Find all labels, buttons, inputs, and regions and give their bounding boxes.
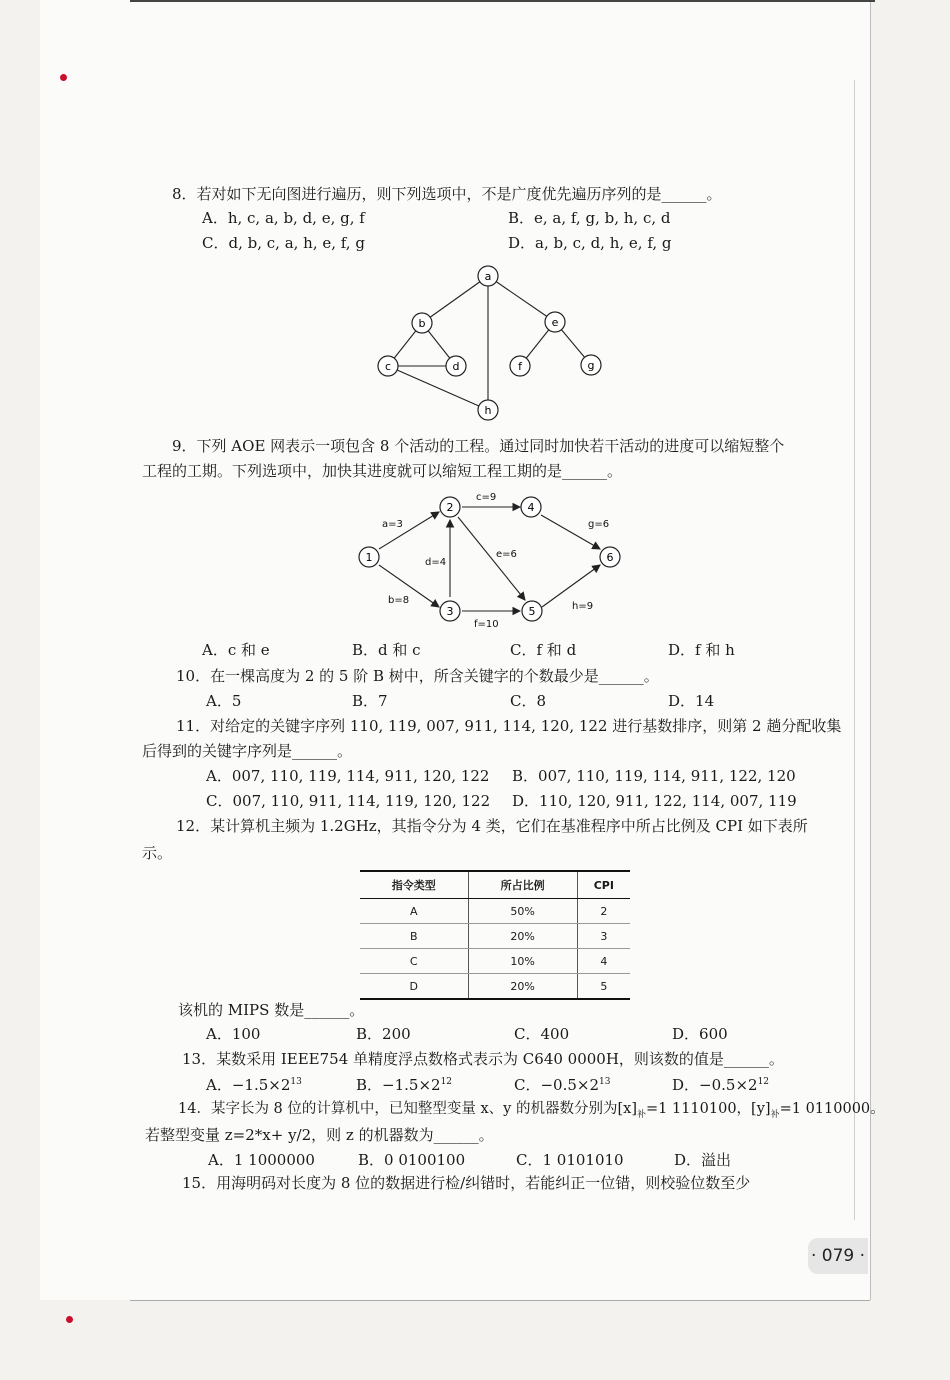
cell-ratio: 20% (468, 924, 577, 949)
node-d (446, 356, 466, 376)
stem-part: =1 1110100，[y] (646, 1101, 771, 1117)
q12-option-c: C．400 (514, 1025, 570, 1043)
q10-option-c: C．8 (510, 692, 547, 710)
node-5 (522, 601, 542, 621)
q14-stem-line1 (178, 1099, 885, 1125)
cell-cpi: 3 (577, 924, 630, 949)
node-f (510, 356, 530, 376)
q11-stem-line2: 后得到的关键字序列是______。 (142, 742, 353, 760)
q13-option-d (672, 1075, 769, 1095)
edge-1-2 (379, 512, 439, 549)
edge-c-h (388, 366, 488, 410)
node-3 (440, 601, 460, 621)
label-b: b=8 (388, 595, 410, 606)
label-c: c=9 (476, 492, 497, 503)
svg-text:6: 6 (606, 551, 614, 564)
label-f: f=10 (474, 619, 499, 630)
cell-cpi: 4 (577, 949, 630, 974)
label-g: g=6 (588, 519, 610, 530)
exponent: 12 (757, 1077, 770, 1087)
edge-a-b (422, 276, 488, 323)
option-value: C．−0.5×2 (514, 1076, 600, 1094)
header-ratio: 所占比例 (468, 871, 577, 899)
node-e (545, 312, 565, 332)
q8-undirected-graph (360, 258, 620, 428)
q9-option-b: B．d 和 c (352, 641, 421, 659)
header-type: 指令类型 (360, 871, 468, 899)
page-number: · 079 · (808, 1238, 868, 1274)
node-g (581, 355, 601, 375)
q13-option-c (514, 1075, 610, 1095)
node-2 (440, 497, 460, 517)
q9-option-c: C．f 和 d (510, 641, 577, 659)
q9-stem-line1: 9．下列 AOE 网表示一项包含 8 个活动的工程。通过同时加快若干活动的进度可以缩短整个 (172, 437, 785, 455)
q10-option-d: D．14 (668, 692, 715, 710)
q15-stem: 15．用海明码对长度为 8 位的数据进行检/纠错时，若能纠正一位错，则校验位数至少 (182, 1174, 751, 1192)
stem-part: 14．某字长为 8 位的计算机中，已知整型变量 x、y 的机器数分别为[x] (178, 1101, 637, 1117)
node-h (478, 400, 498, 420)
edge-a-e (488, 276, 555, 322)
option-value: B．−1.5×2 (356, 1076, 441, 1094)
exponent: 12 (440, 1077, 453, 1087)
q8-option-d: D．a, b, c, d, h, e, f, g (508, 234, 672, 252)
q9-stem-line2: 工程的工期。下列选项中，加快其进度就可以缩短工程工期的是______。 (142, 462, 623, 480)
q14-option-a: A．1 1000000 (208, 1151, 315, 1169)
q13-option-b (356, 1075, 452, 1095)
cell-type: D (360, 974, 468, 1000)
red-mark-top (60, 74, 67, 81)
cell-type: B (360, 924, 468, 949)
exponent: 13 (290, 1077, 302, 1087)
table-row (360, 949, 630, 974)
svg-text:a: a (484, 270, 492, 283)
table-row (360, 924, 630, 949)
q12-question: 该机的 MIPS 数是______。 (178, 1001, 365, 1019)
cell-cpi: 5 (577, 974, 630, 1000)
q11-option-d: D．110, 120, 911, 122, 114, 007, 119 (512, 792, 797, 810)
q11-option-c: C．007, 110, 911, 114, 119, 120, 122 (206, 792, 491, 810)
q12-option-d: D．600 (672, 1025, 728, 1043)
q12-stem-line1: 12．某计算机主频为 1.2GHz，其指令分为 4 类，它们在基准程序中所占比例及 CPI 如下表所 (176, 817, 808, 835)
svg-text:f: f (518, 360, 522, 373)
q8-option-b: B．e, a, f, g, b, h, c, d (508, 209, 671, 227)
q9-aoe-network (350, 485, 640, 635)
q10-stem: 10．在一棵高度为 2 的 5 阶 B 树中，所含关键字的个数最少是______。 (176, 667, 659, 685)
cell-ratio: 10% (468, 949, 577, 974)
q14-option-c: C．1 0101010 (516, 1151, 624, 1169)
node-a (478, 266, 498, 286)
q13-option-a (206, 1075, 302, 1095)
node-c (378, 356, 398, 376)
svg-text:3: 3 (446, 605, 454, 618)
q12-option-b: B．200 (356, 1025, 411, 1043)
svg-text:b: b (418, 317, 426, 330)
cell-cpi: 2 (577, 899, 630, 924)
q9-option-a: A．c 和 e (202, 641, 270, 659)
svg-text:d: d (452, 360, 460, 373)
table-row (360, 899, 630, 924)
label-a: a=3 (382, 519, 403, 530)
subscript: 补 (770, 1109, 780, 1120)
q11-option-b: B．007, 110, 119, 114, 911, 122, 120 (512, 767, 796, 785)
svg-text:e: e (551, 316, 559, 329)
red-mark-bottom (66, 1316, 73, 1323)
node-4 (521, 497, 541, 517)
option-value: A．−1.5×2 (206, 1076, 291, 1094)
q14-option-b: B．0 0100100 (358, 1151, 466, 1169)
q12-option-a: A．100 (206, 1025, 261, 1043)
cell-type: A (360, 899, 468, 924)
q8-stem: 8．若对如下无向图进行遍历，则下列选项中，不是广度优先遍历序列的是______。 (172, 185, 722, 203)
top-rule (130, 0, 875, 2)
header-cpi: CPI (577, 871, 630, 899)
q10-option-b: B．7 (352, 692, 388, 710)
table-header-row (360, 871, 630, 899)
svg-text:h: h (484, 404, 492, 417)
q9-option-d: D．f 和 h (668, 641, 735, 659)
q10-option-a: A．5 (206, 692, 242, 710)
label-h: h=9 (572, 601, 594, 612)
table-row (360, 974, 630, 1000)
q11-option-a: A．007, 110, 119, 114, 911, 120, 122 (206, 767, 490, 785)
cell-type: C (360, 949, 468, 974)
bottom-rule (130, 1300, 870, 1301)
svg-text:1: 1 (365, 551, 373, 564)
subscript: 补 (636, 1109, 646, 1120)
node-6 (600, 547, 620, 567)
q13-stem: 13．某数采用 IEEE754 单精度浮点数格式表示为 C640 0000H，则该数的值是______。 (182, 1050, 784, 1068)
instruction-cpi-table (360, 870, 630, 1000)
label-e: e=6 (496, 549, 517, 560)
cell-ratio: 20% (468, 974, 577, 1000)
q14-stem-line2: 若整型变量 z=2*x+ y/2，则 z 的机器数为______。 (145, 1126, 494, 1144)
svg-text:4: 4 (527, 501, 535, 514)
q14-option-d: D．溢出 (674, 1151, 732, 1169)
q12-stem-line2: 示。 (142, 844, 173, 862)
svg-text:c: c (384, 360, 392, 373)
option-value: D．−0.5×2 (672, 1076, 758, 1094)
side-rule (854, 80, 855, 1220)
svg-text:5: 5 (528, 605, 536, 618)
node-1 (359, 547, 379, 567)
label-d: d=4 (425, 557, 447, 568)
exponent: 13 (599, 1077, 611, 1087)
q11-stem-line1: 11．对给定的关键字序列 110, 119, 007, 911, 114, 120, 122 进行基数排序，则第 2 趟分配收集 (176, 717, 842, 735)
svg-text:2: 2 (446, 501, 454, 514)
node-b (412, 313, 432, 333)
q8-option-a: A．h, c, a, b, d, e, g, f (202, 209, 365, 227)
q8-option-c: C．d, b, c, a, h, e, f, g (202, 234, 365, 252)
stem-part: =1 0110000。 (779, 1101, 885, 1117)
cell-ratio: 50% (468, 899, 577, 924)
svg-text:g: g (587, 359, 595, 372)
